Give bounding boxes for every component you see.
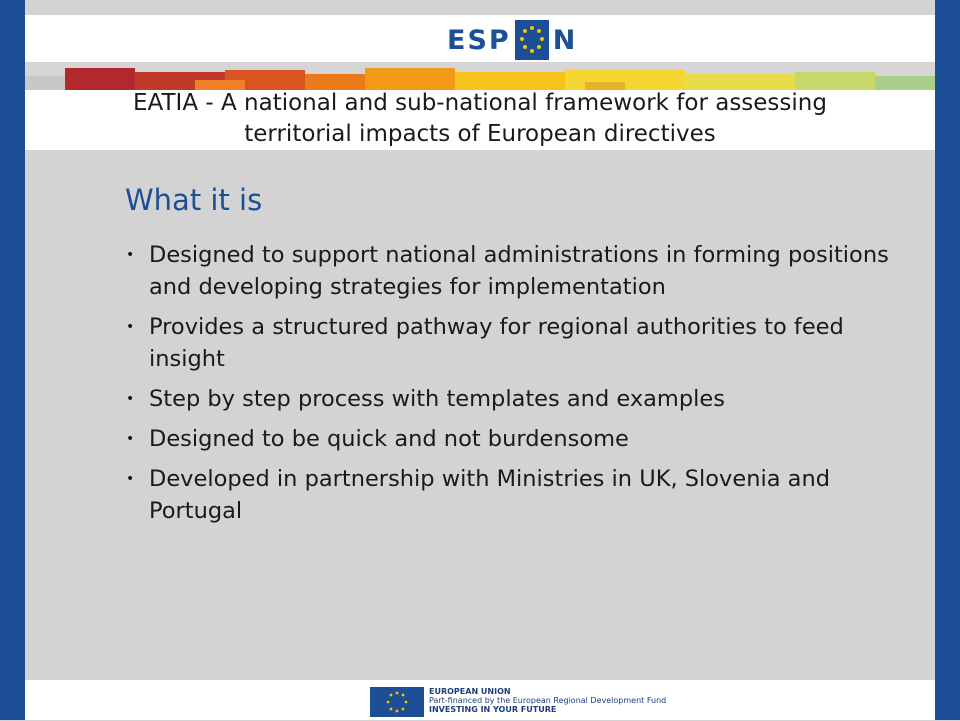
footer-line-2: Part-financed by the European Regional Development Fund — [429, 696, 667, 705]
bullet-text: Step by step process with templates and examples — [149, 386, 725, 412]
left-sidebar-bar — [0, 0, 25, 720]
bullet-item — [125, 239, 905, 303]
footer — [25, 680, 935, 720]
logo-text-left: ESP — [447, 24, 511, 56]
logo-o-stars-icon — [515, 20, 549, 60]
footer-line-3: INVESTING IN YOUR FUTURE — [429, 705, 557, 714]
bullet-item — [125, 383, 905, 415]
map-decoration-strip — [25, 62, 935, 90]
bullet-item — [125, 423, 905, 455]
right-sidebar-bar — [935, 0, 960, 720]
slide-title — [25, 88, 935, 150]
bullet-icon: • — [126, 471, 135, 487]
eu-flag-icon — [370, 687, 424, 717]
bullet-icon: • — [126, 247, 135, 263]
slide-title-line-1: EATIA - A national and sub-national framework for assessing — [133, 90, 827, 116]
slide-title-line-2: territorial impacts of European directives — [244, 121, 716, 147]
bullet-item — [125, 311, 905, 375]
footer-line-1: EUROPEAN UNION — [429, 687, 511, 696]
bullet-text: Provides a structured pathway for regional authorities to feed insight — [149, 314, 844, 372]
bullet-item — [125, 463, 905, 527]
bullet-text: Designed to be quick and not burdensome — [149, 426, 629, 452]
bullet-icon: • — [126, 431, 135, 447]
bullet-icon: • — [126, 391, 135, 407]
footer-text — [429, 687, 666, 714]
top-strip — [25, 0, 935, 15]
espon-logo — [447, 23, 577, 57]
section-heading: What it is — [125, 183, 263, 217]
bullet-list — [125, 239, 905, 535]
bullet-text: Developed in partnership with Ministries in UK, Slovenia and Portugal — [149, 466, 830, 524]
bullet-icon: • — [126, 319, 135, 335]
logo-band — [25, 15, 935, 62]
logo-text-right: N — [552, 24, 578, 56]
bullet-text: Designed to support national administrations in forming positions and developing strategies for implementation — [149, 242, 889, 300]
